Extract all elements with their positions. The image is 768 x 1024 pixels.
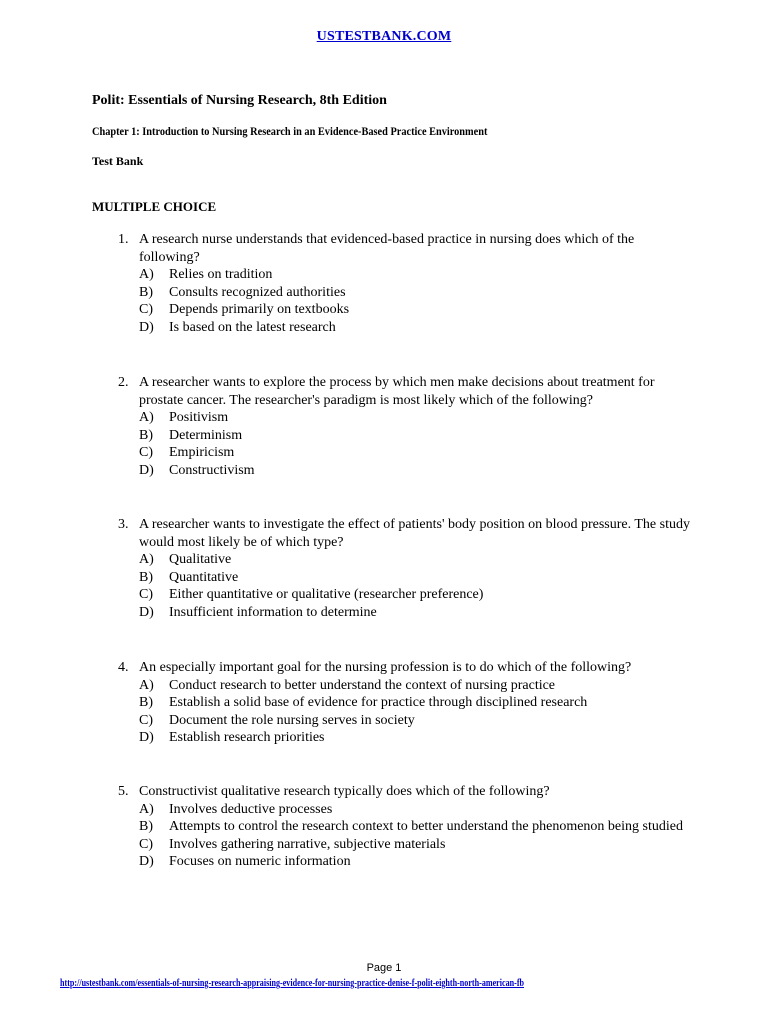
option-text: Attempts to control the research context to better understand the phenomenon being studied [169,819,683,834]
option-letter: D) [139,604,154,620]
answer-options [139,409,698,479]
option-letter: C) [139,836,153,852]
question-1 [118,231,698,336]
option-text: Empiricism [169,445,235,460]
question-number: 3. [118,517,129,532]
option-text: Establish research priorities [169,730,325,745]
answer-option [139,729,698,747]
question-number: 1. [118,232,129,247]
option-letter: C) [139,587,153,602]
question-4 [118,659,698,747]
chapter-title: Chapter 1: Introduction to Nursing Research in an Evidence-Based Practice Environment [92,124,488,138]
question-number: 5. [118,784,129,799]
option-letter: D) [139,319,154,335]
option-text: Focuses on numeric information [169,854,351,869]
question-stem [118,374,698,409]
option-letter: B) [139,695,153,710]
answer-option [139,712,698,730]
footer-url-link[interactable]: http://ustestbank.com/essentials-of-nursing-research-appraising-evidence-for-nursing-practice-denise-f-polit-eighth-north-american-fb [60,977,525,989]
option-text: Either quantitative or qualitative (researcher preference) [169,587,484,602]
option-text: Relies on tradition [169,267,273,282]
answer-options [139,801,698,871]
question-stem [118,516,698,551]
answer-options [139,551,698,621]
question-2 [118,374,698,479]
option-text: Constructivism [169,462,255,478]
answer-option [139,284,698,302]
book-title: Polit: Essentials of Nursing Research, 8th Edition [92,93,387,108]
option-text: Involves gathering narrative, subjective materials [169,836,446,852]
question-text: A researcher wants to explore the process by which men make decisions about treatment for prostate cancer. The researcher's paradigm is most likely which of the following? [139,375,655,408]
answer-option [139,801,698,819]
option-text: Conduct research to better understand the context of nursing practice [169,677,556,693]
answer-options [139,677,698,747]
option-text: Quantitative [169,569,239,585]
answer-option [139,569,698,587]
option-text: Involves deductive processes [169,801,333,817]
answer-option [139,586,698,604]
question-stem [118,231,698,266]
question-text: A research nurse understands that evidenced-based practice in nursing does which of the following? [139,232,635,265]
question-number: 2. [118,375,129,390]
question-3 [118,516,698,621]
option-letter: A) [139,677,154,693]
option-letter: A) [139,801,154,817]
option-text: Is based on the latest research [169,319,336,335]
option-letter: B) [139,284,153,300]
answer-option [139,836,698,854]
answer-option [139,604,698,622]
option-letter: C) [139,302,153,317]
option-text: Insufficient information to determine [169,604,377,620]
answer-option [139,444,698,462]
answer-options [139,266,698,336]
option-letter: D) [139,462,154,478]
question-number: 4. [118,660,129,675]
answer-option [139,462,698,480]
option-letter: A) [139,552,154,567]
option-letter: C) [139,445,153,460]
option-text: Consults recognized authorities [169,284,346,300]
section-heading: MULTIPLE CHOICE [92,199,217,214]
option-letter: B) [139,819,153,834]
option-text: Depends primarily on textbooks [169,302,350,317]
answer-option [139,319,698,337]
option-letter: C) [139,712,153,728]
option-letter: A) [139,267,154,282]
question-text: A researcher wants to investigate the effect of patients' body position on blood pressure. The study would most likely be of which type? [139,517,690,550]
page-number: Page 1 [366,962,402,974]
option-letter: B) [139,427,153,443]
option-letter: B) [139,569,153,585]
answer-option [139,677,698,695]
question-stem [118,659,698,677]
option-text: Determinism [169,427,243,443]
option-letter: D) [139,730,154,745]
answer-option [139,694,698,712]
option-text: Positivism [169,410,229,425]
question-5 [118,783,698,871]
answer-option [139,818,698,836]
answer-option [139,266,698,284]
site-link[interactable]: USTESTBANK.COM [316,29,452,44]
option-text: Qualitative [169,552,232,567]
document-subtitle: Test Bank [92,154,144,168]
answer-option [139,551,698,569]
answer-option [139,409,698,427]
answer-option [139,301,698,319]
question-stem [118,783,698,801]
option-letter: D) [139,854,154,869]
option-letter: A) [139,410,154,425]
answer-option [139,427,698,445]
option-text: Establish a solid base of evidence for practice through disciplined research [169,695,588,710]
question-text: An especially important goal for the nursing profession is to do which of the following? [139,660,632,675]
answer-option [139,853,698,871]
option-text: Document the role nursing serves in society [169,712,415,728]
question-text: Constructivist qualitative research typically does which of the following? [139,784,550,799]
